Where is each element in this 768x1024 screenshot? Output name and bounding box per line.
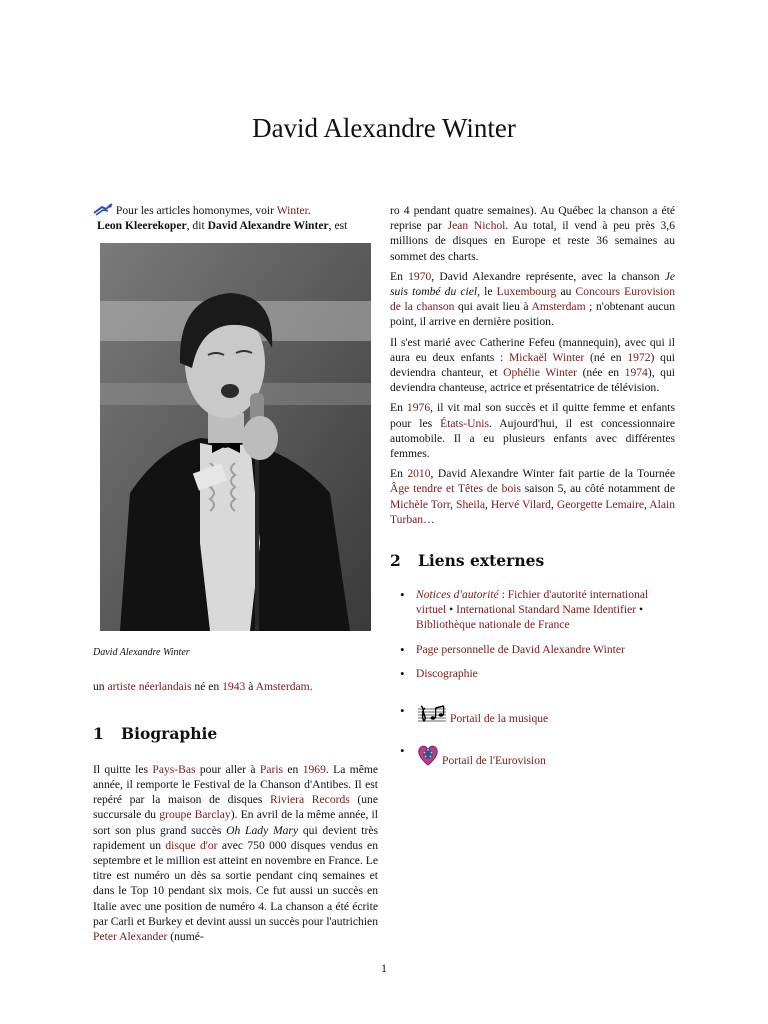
link-ophelie-winter[interactable]: Ophélie Winter: [503, 366, 577, 380]
external-links-list: [390, 587, 675, 771]
paragraph-2010: En 2010, David Alexandre Winter fait partie de la Tournée Âge tendre et Têtes de bois saison 5, au côté notamment de Michèle Torr, Sheila, Hervé Vilard, Georgette Lemaire, Alain Turban…: [390, 467, 676, 526]
link-pays-bas[interactable]: Pays-Bas: [152, 762, 196, 776]
real-name: Leon Kleerekoper: [97, 219, 187, 233]
link-paris[interactable]: Paris: [259, 762, 284, 776]
hatnote: Pour les articles homonymes, voir Winter.: [93, 203, 378, 218]
link-concours-eurovision[interactable]: Concours Eurovision de la chanson: [390, 285, 675, 314]
artist-photo: [100, 243, 371, 631]
link-1969[interactable]: 1969: [302, 762, 326, 776]
link-portail-musique[interactable]: Portail de la musique: [450, 712, 549, 726]
link-michele-torr[interactable]: Michèle Torr: [390, 497, 451, 511]
link-disque-dor[interactable]: disque d'or: [165, 838, 218, 852]
intro-sentence: Leon Kleerekoper, dit David Alexandre Winter, est: [97, 219, 348, 233]
link-herve-vilard[interactable]: Hervé Vilard: [490, 497, 551, 511]
eurovision-portal-icon: [416, 743, 440, 771]
music-portal-icon: [416, 703, 448, 729]
page-number: 1: [381, 961, 387, 975]
paragraph-1976: En 1976, il vit mal son succès et il quitte femme et enfants pour les États-Unis. Aujourd'hui, il est concessionnaire automobile. Il a eu plusieurs enfants avec différentes femmes.: [390, 401, 675, 461]
link-artiste-neerlandais[interactable]: artiste néerlandais: [107, 679, 192, 693]
list-item-personal-page: [400, 642, 675, 657]
link-georgette-lemaire[interactable]: Georgette Lemaire: [556, 497, 644, 511]
list-item-authority: • Notices d'autorité : Fichier d'autorité international virtuel • International Standard Name Identifier • Bibliothèque nationale de France: [400, 587, 675, 633]
link-alain-turban[interactable]: Alain Turban: [390, 497, 676, 526]
link-2010[interactable]: 2010: [407, 467, 431, 481]
link-riviera-records[interactable]: Riviera Records: [270, 793, 350, 807]
link-amsterdam[interactable]: Amsterdam: [255, 679, 310, 693]
right-column: [390, 203, 675, 780]
link-1974[interactable]: 1974: [624, 366, 648, 380]
list-item-portal-music: [400, 703, 675, 729]
link-mickael-winter[interactable]: Mickaël Winter: [509, 350, 585, 364]
list-item-discography: [400, 666, 675, 681]
link-1976[interactable]: 1976: [406, 401, 431, 415]
lead-sentence: un artiste néerlandais né en 1943 à Amsterdam.: [93, 679, 313, 693]
link-discography[interactable]: Discographie: [416, 666, 478, 680]
list-item-portal-eurovision: [400, 743, 675, 771]
link-groupe-barclay[interactable]: groupe Barclay: [159, 808, 231, 822]
link-sheila[interactable]: Sheila: [456, 497, 485, 511]
link-bnf[interactable]: Bibliothèque nationale de France: [416, 618, 570, 632]
stage-name: David Alexandre Winter: [207, 219, 329, 233]
link-1972[interactable]: 1972: [627, 350, 651, 364]
section-heading-liens-externes: 2 Liens externes: [390, 551, 545, 571]
link-etats-unis[interactable]: États-Unis: [440, 416, 490, 430]
paragraph-family: Il s'est marié avec Catherine Fefeu (mannequin), avec qui il aura eu deux enfants : Mickaël Winter (né en 1972) qui deviendra chanteur, et Ophélie Winter (née en 1974), qui deviendra chanteuse, actrice et présentatrice de télévision.: [390, 335, 675, 395]
link-winter[interactable]: Winter: [276, 204, 308, 217]
page-title: David Alexandre Winter: [252, 113, 516, 143]
link-viaf[interactable]: Fichier d'autorité international virtuel: [416, 588, 649, 617]
left-column: [93, 203, 378, 949]
photo-caption: David Alexandre Winter: [93, 647, 190, 659]
paragraph-1970: En 1970, David Alexandre représente, avec la chanson Je suis tombé du ciel, le Luxembourg au Concours Eurovision de la chanson qui avait lieu à Amsterdam ; n'obtenant aucun point, il arrive en dernière position.: [390, 269, 675, 329]
link-luxembourg[interactable]: Luxembourg: [496, 285, 557, 299]
link-amsterdam-2[interactable]: Amsterdam: [531, 300, 586, 314]
disambiguation-icon: [93, 203, 113, 216]
link-notices-autorite[interactable]: Notices d'autorité: [416, 588, 499, 602]
link-portail-eurovision[interactable]: Portail de l'Eurovision: [442, 754, 546, 768]
link-age-tendre[interactable]: Âge tendre et Têtes de bois: [390, 482, 521, 496]
link-jean-nichol[interactable]: Jean Nichol: [447, 219, 506, 233]
section-heading-biographie: 1 Biographie: [93, 723, 218, 743]
biography-continued: ro 4 pendant quatre semaines). Au Québec la chanson a été reprise par Jean Nichol. Au total, il vend à peu près 3,6 millions de disques en Europe et reste 36 semaines au sommet des charts.: [390, 204, 675, 263]
link-1970[interactable]: 1970: [408, 269, 432, 283]
link-isni[interactable]: International Standard Name Identifier: [456, 603, 637, 617]
link-peter-alexander[interactable]: Peter Alexander: [93, 930, 168, 944]
link-personal-page[interactable]: Page personnelle de David Alexandre Winter: [416, 642, 625, 656]
link-1943[interactable]: 1943: [222, 679, 246, 693]
biography-paragraph: Il quitte les Pays-Bas pour aller à Paris en 1969. La même année, il remporte le Festival de la Chanson d'Antibes. Il est repéré par la maison de disques Riviera Records (une succursale du groupe Barclay). En avril de la même année, il sort son plus grand succès Oh Lady Mary qui devient très rapidement un disque d'or avec 750 000 disques vendus en septembre et le million est atteint en novembre en France. Le titre est numéro un dès sa sortie pendant cinq semaines et dans le Top 10 pendant six mois. Ce fut aussi un succès en Italie avec une position de numéro 4. La chanson a été écrite par Carli et Burkey et devint aussi un succès pour l'autrichien Peter Alexander (numé-: [93, 762, 378, 944]
